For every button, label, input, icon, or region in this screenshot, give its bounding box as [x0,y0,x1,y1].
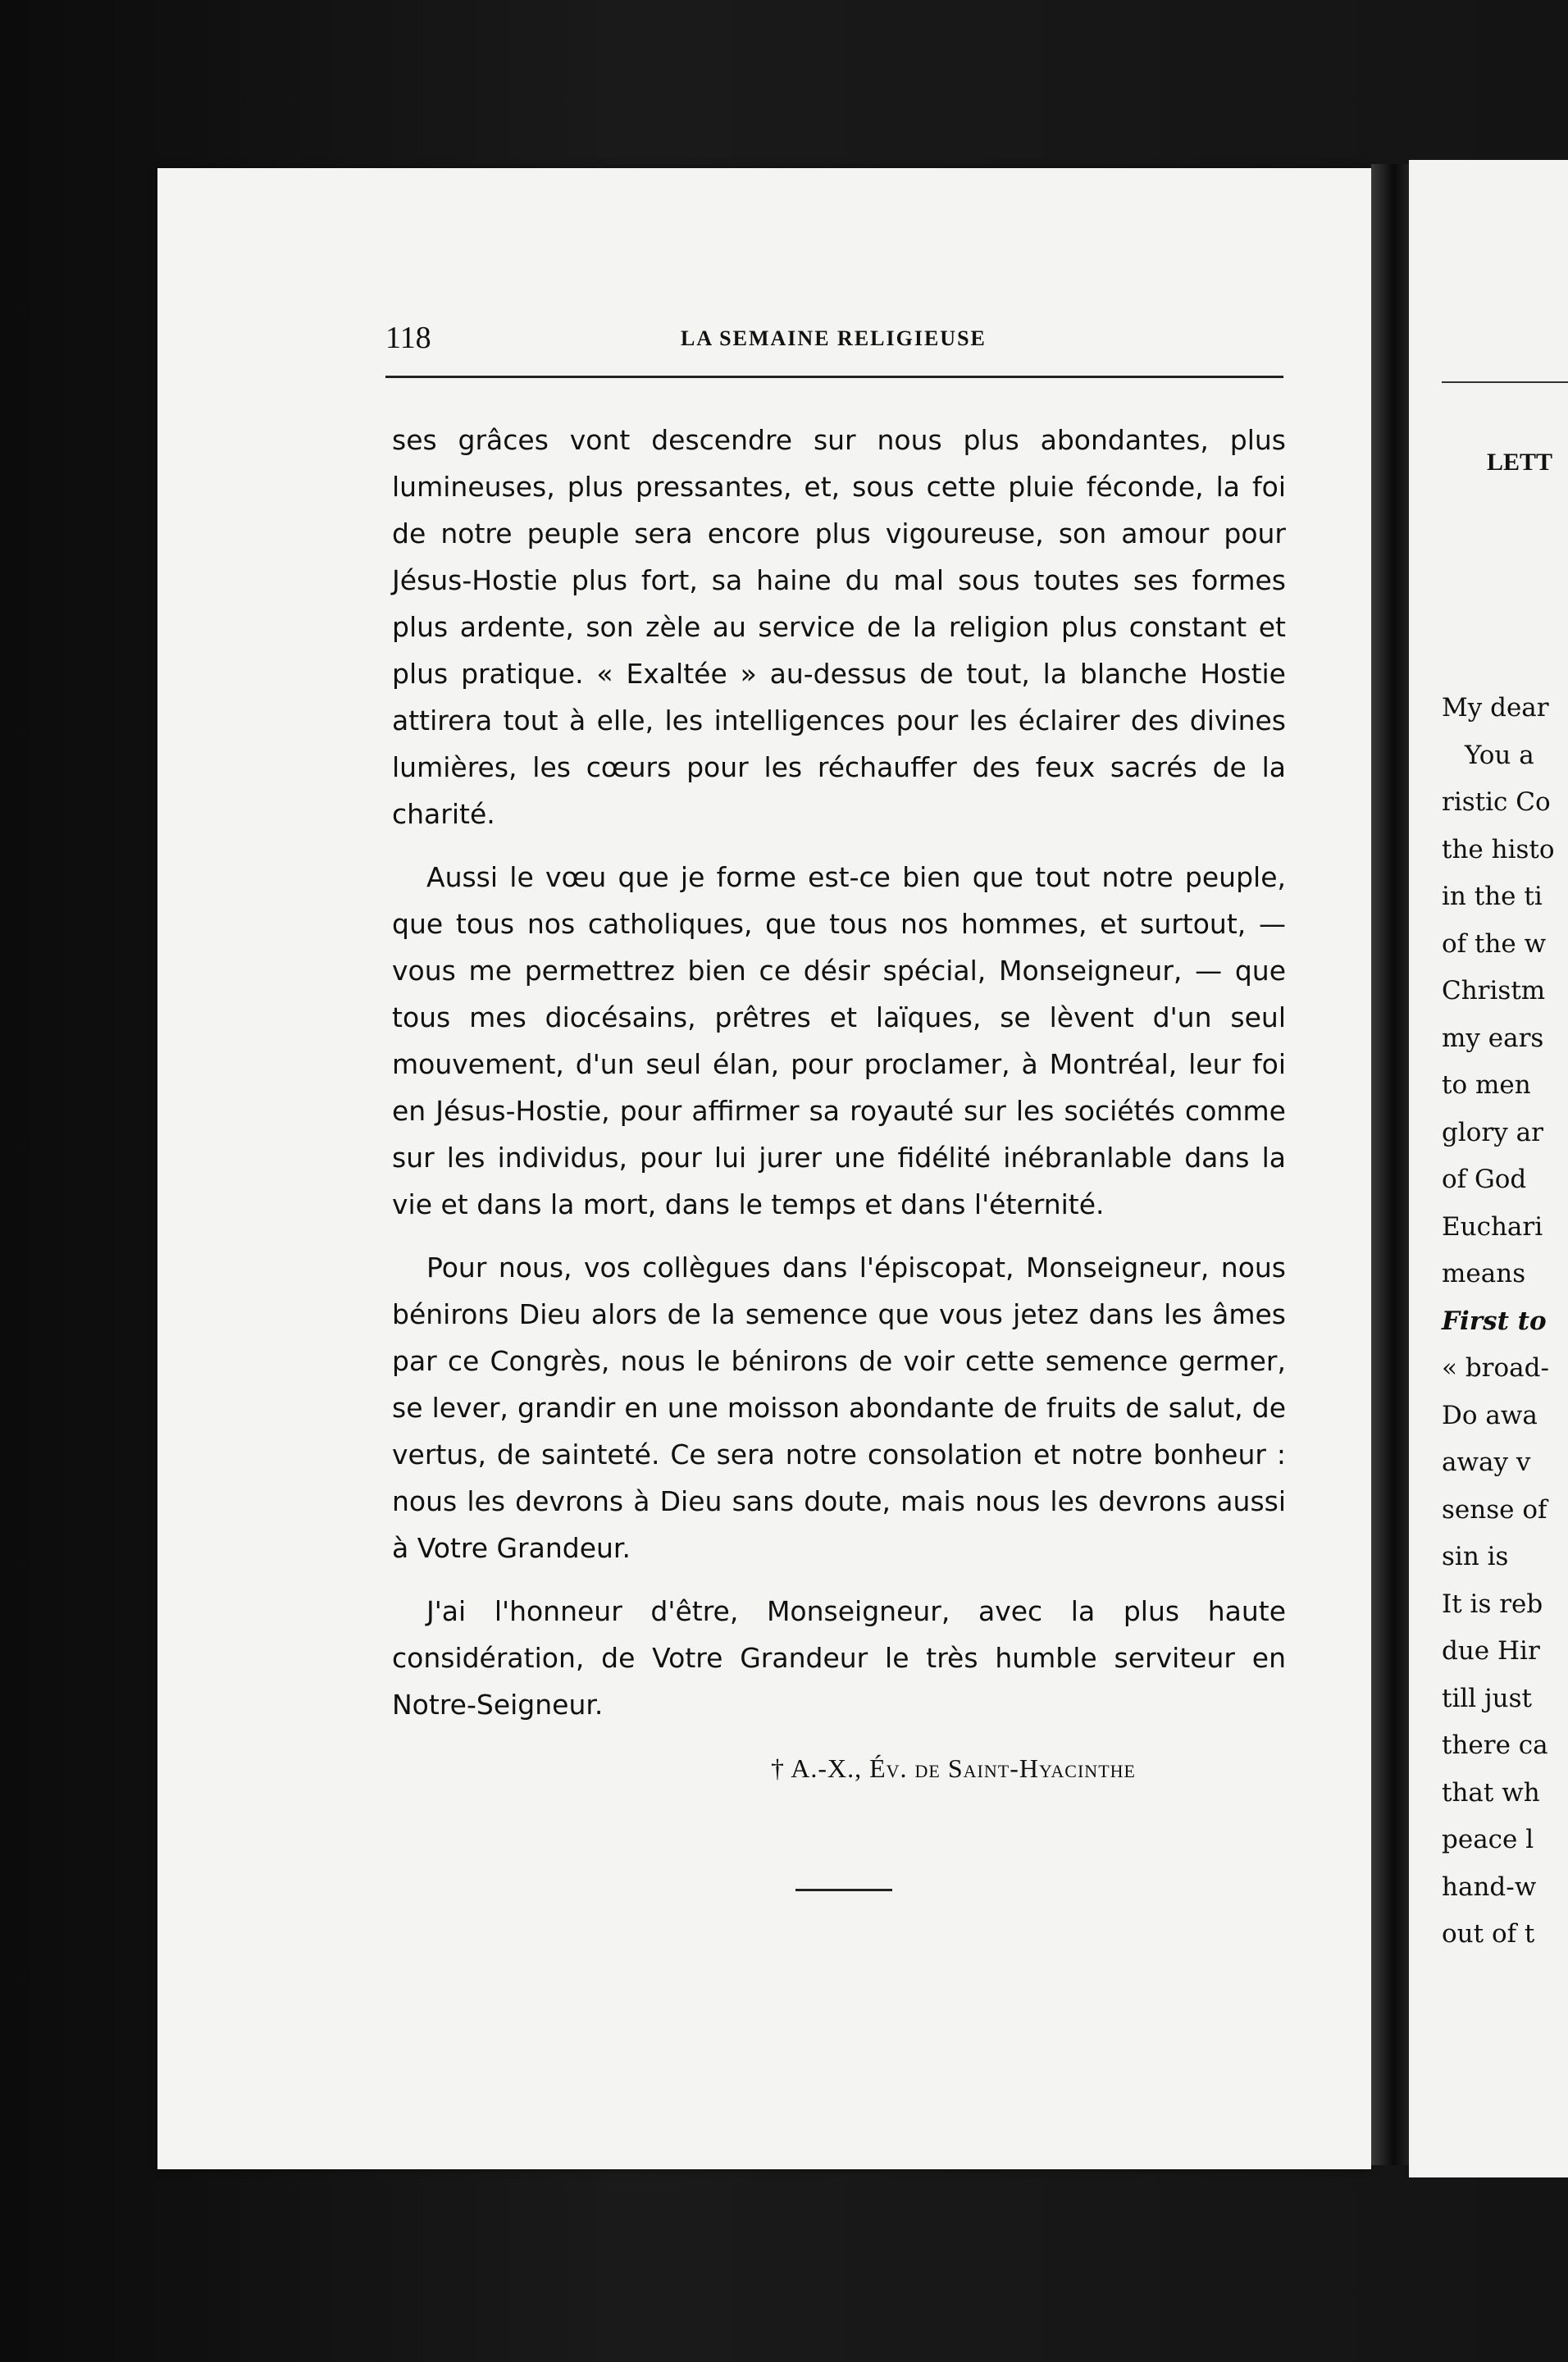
text-line: « broad- [1442,1353,1549,1383]
text-line: You a [1465,740,1534,770]
text-line: away v [1442,1448,1531,1477]
text-line: Do awa [1442,1400,1538,1430]
end-rule [795,1889,892,1891]
running-head [385,320,1288,369]
text-line: the histo [1442,834,1555,864]
paragraph: Aussi le vœu que je forme est-ce bien que tout notre peuple, que tous nos catholiques, que tous nos hommes, et surtout, — vous me permettrez bien ce désir spécial, Monseigneur, — que tous mes diocésains, prêtres et laïques, se lèvent d'un seul mouvement, d'un seul élan, pour proclamer, à Montréal, leur foi en Jésus-Hostie, pour affirmer sa royauté sur les sociétés comme sur les individus, pour lui jurer une fidélité inébranlable dans la vie et dans la mort, dans le temps et dans l'éternité. [392,861,1286,1220]
header-rule [385,376,1283,378]
text-line: due Hir [1442,1636,1540,1666]
text-line: sin is [1442,1542,1509,1571]
signature-initials: A.-X., [791,1753,863,1783]
text-line: peace l [1442,1825,1534,1854]
text-line: means [1442,1259,1526,1288]
right-page [1409,160,1568,2177]
text-line: out of t [1442,1919,1535,1949]
text-line: It is reb [1442,1589,1543,1619]
page-number: 118 [385,321,431,355]
paragraph: ses grâces vont descendre sur nous plus abondantes, plus lumineuses, plus pressantes, et, sous cette pluie féconde, la foi de notre peuple sera encore plus vigoureuse, son amour pour Jésus-Hostie plus fort, sa haine du mal sous toutes ses formes plus ardente, son zèle au service de la religion plus constant et plus pratique. « Exaltée » au-dessus de tout, la blanche Hostie attirera tout à elle, les intelligences pour les éclairer des divines lumières, les cœurs pour les réchauffer des feux sacrés de la charité. [392,424,1286,830]
text-line: that wh [1442,1777,1540,1808]
text-line: hand-w [1442,1872,1537,1902]
text-line: of the w [1442,928,1547,959]
signature-title: Év. de Saint-Hyacinthe [869,1753,1136,1783]
right-text-fragments [1442,685,1555,1958]
book-gutter [1371,164,1409,2165]
right-header-rule [1442,381,1568,383]
text-line: sense of [1442,1494,1547,1525]
cross-symbol: † [771,1753,785,1783]
text-line: my ears [1442,1023,1544,1053]
text-line: in the ti [1442,882,1543,911]
text-line: of God [1442,1165,1527,1194]
text-line: glory ar [1442,1117,1543,1147]
text-line: there ca [1442,1730,1548,1760]
text-line: till just [1442,1683,1532,1713]
paragraph: J'ai l'honneur d'être, Monseigneur, avec la plus haute considération, de Votre Grandeur le très humble serviteur en Notre-Seigneur. [392,1595,1286,1721]
running-title: LA SEMAINE RELIGIEUSE [681,326,987,350]
right-heading: LETT [1487,449,1553,476]
text-line: Euchari [1442,1211,1543,1242]
paragraph: Pour nous, vos collègues dans l'épiscopat, Monseigneur, nous bénirons Dieu alors de la semence que vous jetez dans les âmes par ce Congrès, nous le bénirons de voir cette semence germer, se lever, grandir en une moisson abondante de fruits de salut, de vertus, de sainteté. Ce sera notre consolation et notre bonheur : nous les devrons à Dieu sans doute, mais nous les devrons aussi à Votre Grandeur. [392,1252,1286,1564]
text-line: Christm [1442,976,1546,1005]
text-line: ristic Co [1442,787,1551,817]
text-line: First to [1442,1306,1547,1336]
signature [771,1753,1136,1784]
text-line: to men [1442,1070,1531,1100]
body-text [392,417,1286,1744]
text-line: My dear [1442,693,1549,723]
